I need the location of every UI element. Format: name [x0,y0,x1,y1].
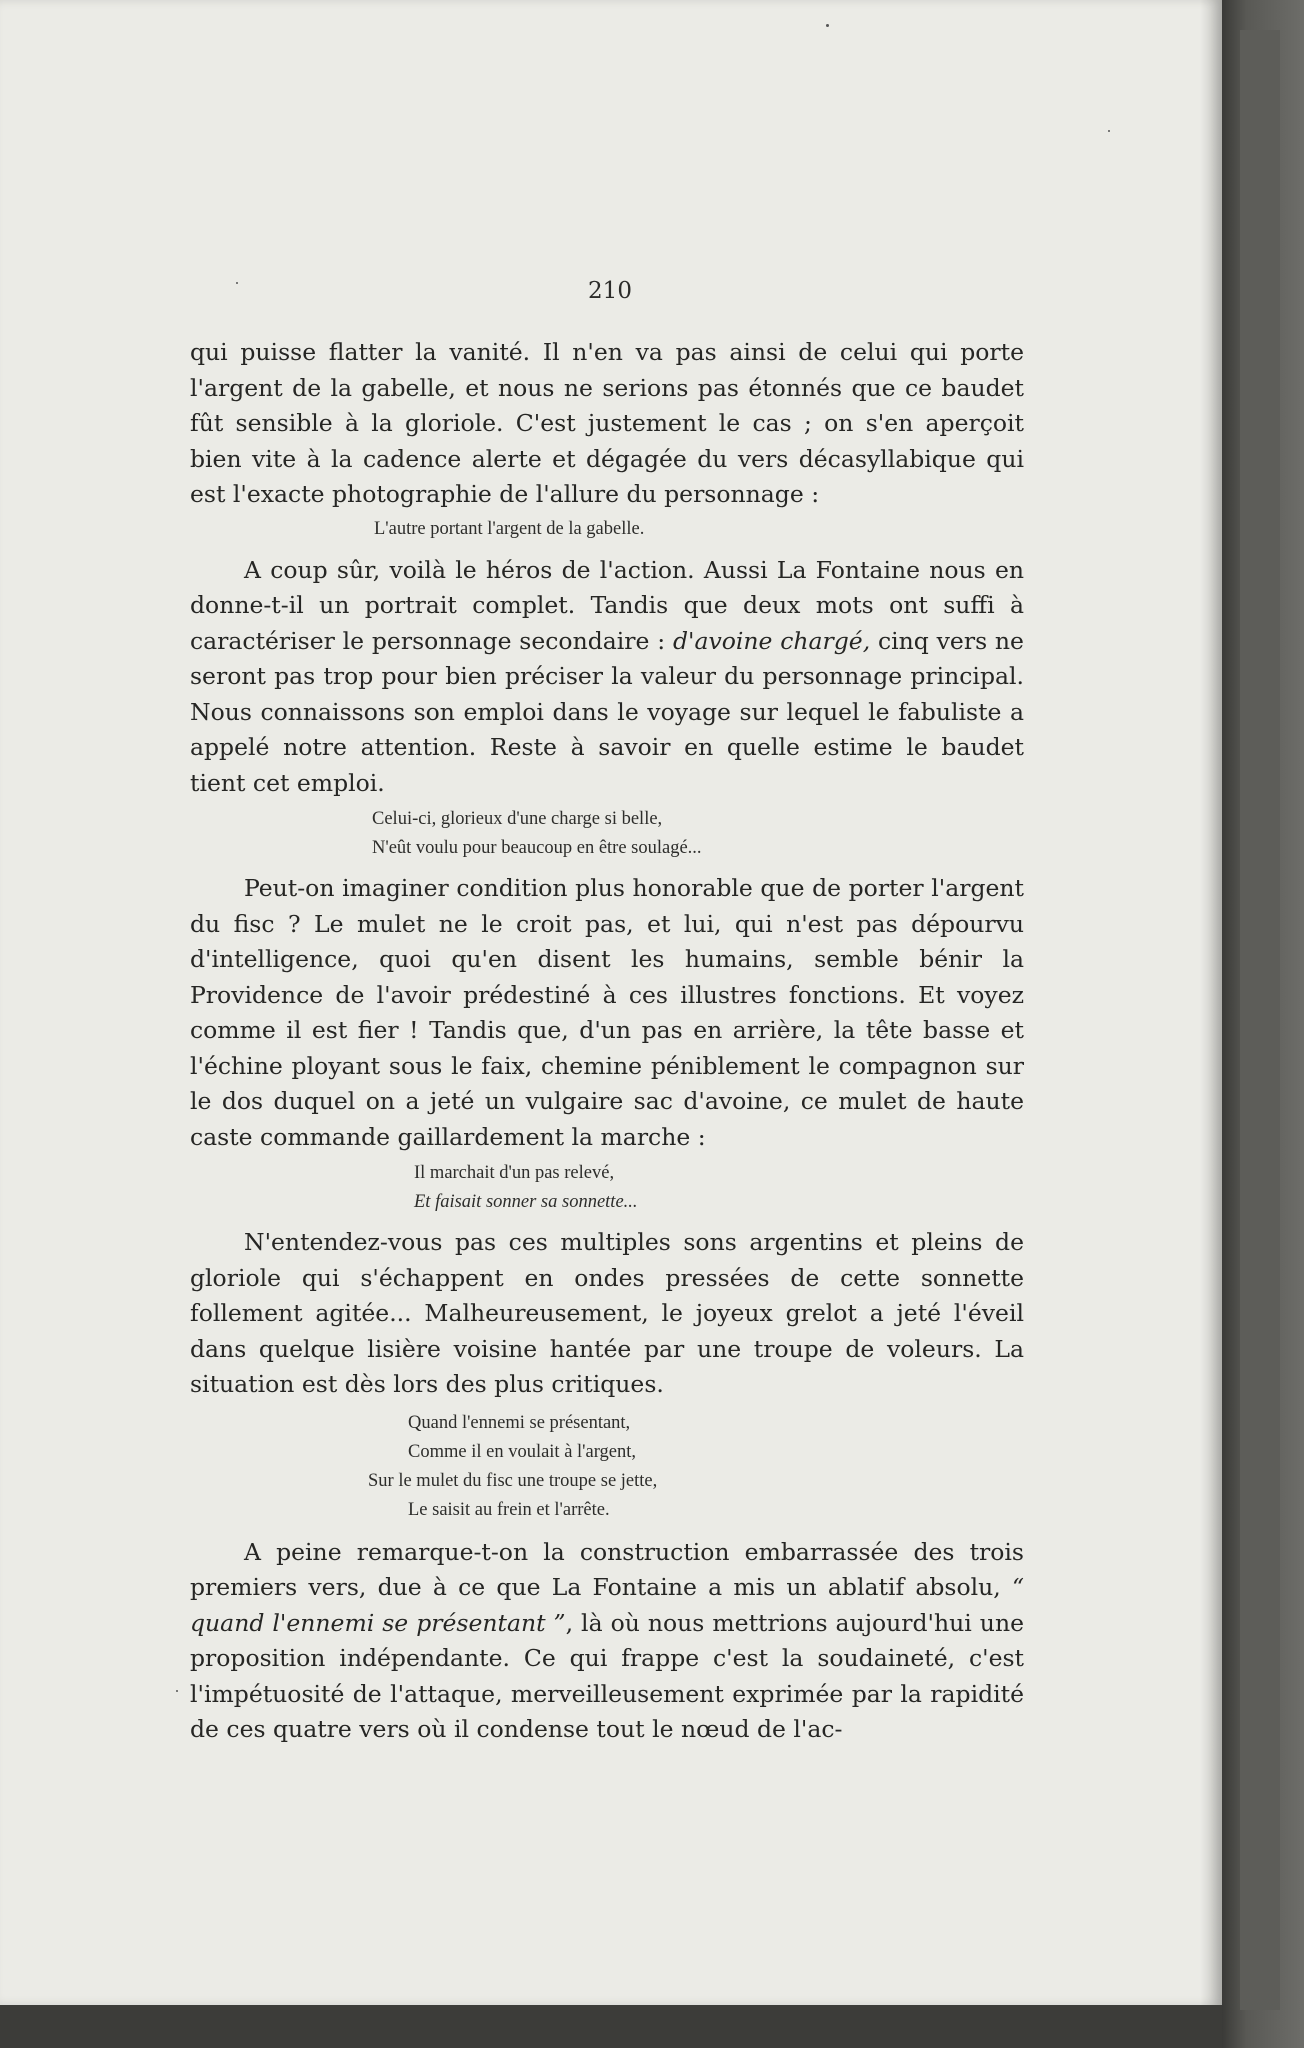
gutter-shadow [1200,0,1222,2005]
paragraph-2 [190,553,1024,802]
verse-line: Sur le mulet du fisc une troupe se jette, [368,1470,658,1491]
paragraph-5-text: A peine remarque-t-on la construction embarrassée des trois premiers vers, due à ce que La Fontaine a mis un ablatif absolu, [190,1537,1024,1601]
back-page-strip [1240,30,1280,2010]
text-block [190,335,1024,1748]
verse-line: Le saisit au frein et l'arrête. [408,1499,610,1520]
verse-line: Quand l'ennemi se présentant, [408,1412,631,1433]
verse-line: L'autre portant l'argent de la gabelle. [374,518,645,539]
scan-bottom-band [0,2005,1222,2048]
verse-quote-1 [374,515,1024,544]
paragraph-2-continued: cinq vers ne seront pas trop pour bien préciser la valeur du personnage principal. Nous connaissons son emploi dans le voyage sur lequel le fabuliste a appelé notre attention. Reste à savoir en quelle estime le baudet tient cet emploi. [190,626,1024,797]
paragraph-3: Peut-on imaginer condition plus honorable que de porter l'argent du fisc ? Le mulet ne le croit pas, et lui, qui n'est pas dépourvu d'intelligence, quoi qu'en disent les humains, semble bénir la Providence de l'avoir prédestiné à ces illustres fonctions. Et voyez comme il est fier ! Tandis que, d'un pas en arrière, la tête basse et l'échine ployant sous le faix, chemine péniblement le compagnon sur le dos duquel on a jeté un vulgaire sac d'avoine, ce mulet de haute caste commande gaillardement la marche : [190,874,1024,1151]
paragraph-5 [190,1535,1024,1748]
paragraph-1: qui puisse flatter la vanité. Il n'en va pas ainsi de celui qui porte l'argent de la gabelle, et nous ne serions pas étonnés que ce baudet fût sensible à la gloriole. C'est justement le cas ; on s'en aperçoit bien vite à la cadence alerte et dégagée du vers décasyllabique qui est l'exacte photographie de l'allure du personnage : [190,338,1024,508]
verse-line: Il marchait d'un pas relevé, [414,1163,615,1183]
paper-speck [1108,130,1110,132]
paragraph-5-continued: , là où nous mettrions aujourd'hui une proposition indépendante. Ce qui frappe c'est la soudaineté, c'est l'impétuosité de l'attaque, merveilleusement exprimée par la rapidité de ces quatre vers où il condense tout le nœud de l'ac- [190,1608,1024,1743]
paper-speck [236,282,238,284]
verse-quote-3 [414,1159,1024,1217]
paper-speck [176,1690,178,1692]
verse-quote-4 [368,1409,1024,1525]
paragraph-4: N'entendez-vous pas ces multiples sons argentins et pleins de gloriole qui s'échappent en ondes pressées de cette sonnette follement agitée... Malheureusement, le joyeux grelot a jeté l'éveil dans quelque lisière voisine hantée par une troupe de voleurs. La situation est dès lors des plus critiques. [190,1228,1024,1398]
page-number: 210 [588,278,632,304]
verse-line-italic: Et faisait sonner sa sonnette... [414,1192,638,1212]
italic-quand-ennemi: “ quand l'ennemi se présentant ” [190,1573,1024,1637]
paper-speck [826,24,829,27]
paragraph-2-text: A coup sûr, voilà le héros de l'action. Aussi La Fontaine nous en donne-t-il un portrait complet. Tandis que deux mots ont suffi à caractériser le personnage secondaire : [190,555,1024,655]
italic-avoine-charge: d'avoine chargé, [672,626,871,655]
verse-line: Celui-ci, glorieux d'une charge si belle, [372,809,663,829]
verse-quote-2 [372,805,1024,863]
verse-line: Comme il en voulait à l'argent, [408,1441,637,1462]
verse-line: N'eût voulu pour beaucoup en être soulagé... [372,838,702,858]
